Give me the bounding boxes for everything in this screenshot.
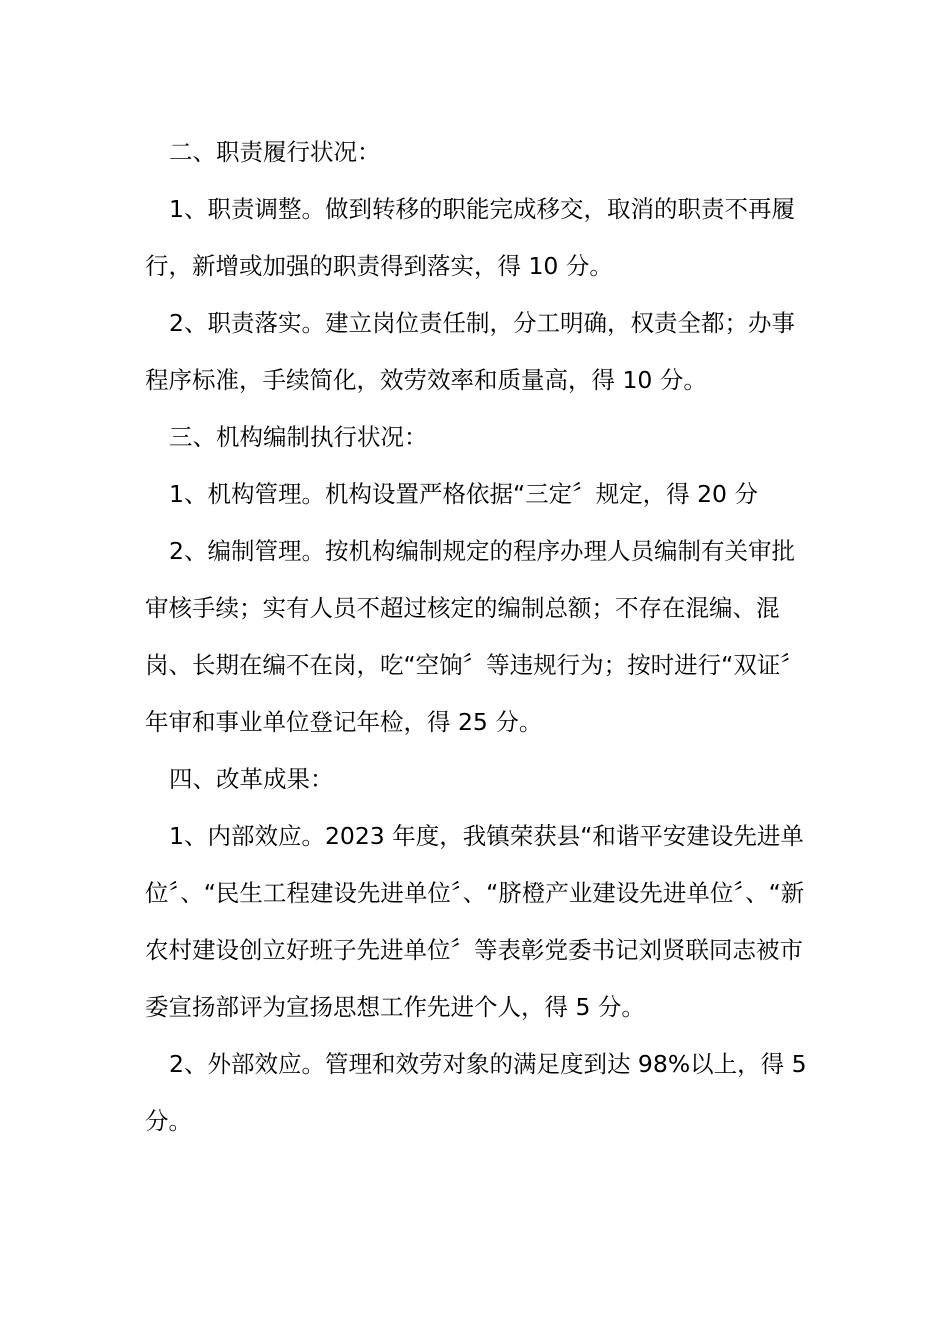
paragraph-internal-effect: 1、内部效应。2023 年度，我镇荣获县“和谐平安建设先进单位〞、“民生工程建设先进单位〞、“脐橙产业建设先进单位〞、“新农村建设创立好班子先进单位〞等表彰党委书记刘贤联同志被市委宣扬部评为宣扬思想工作先进个人，得 5 分。 (145, 822, 805, 1021)
section-heading-reform-results: 四、改革成果： (169, 765, 334, 793)
document-body (145, 124, 810, 1150)
section-heading-duty-performance: 二、职责履行状况： (169, 138, 381, 166)
section-heading-staffing-execution: 三、机构编制执行状况： (169, 423, 428, 451)
paragraph-staffing-management: 2、编制管理。按机构编制规定的程序办理人员编制有关审批审核手续；实有人员不超过核定的编制总额；不存在混编、混岗、长期在编不在岗，吃“空饷〞等违规行为；按时进行“双证〞年审和事业单位登记年检，得 25 分。 (145, 537, 804, 736)
paragraph-institution-management: 1、机构管理。机构设置严格依据“三定〞规定，得 20 分 (169, 480, 758, 508)
paragraph-duty-adjustment: 1、职责调整。做到转移的职能完成移交，取消的职责不再履行，新增或加强的职责得到落实，得 10 分。 (145, 195, 795, 280)
paragraph-external-effect: 2、外部效应。管理和效劳对象的满足度到达 98%以上，得 5 分。 (145, 1050, 807, 1135)
paragraph-duty-implementation: 2、职责落实。建立岗位责任制，分工明确，权责全都；办事程序标准，手续简化，效劳效率和质量高，得 10 分。 (145, 309, 795, 394)
